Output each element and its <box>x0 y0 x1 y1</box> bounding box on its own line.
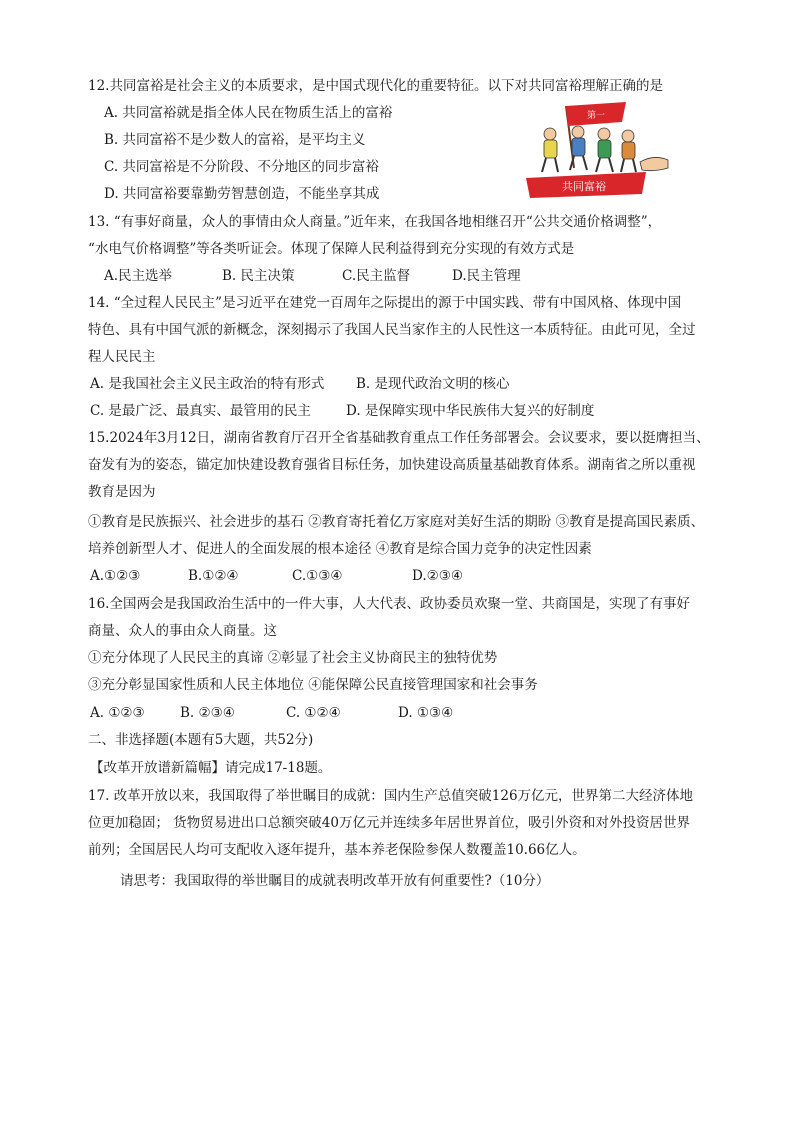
common-prosperity-illustration <box>522 98 672 202</box>
q13-option-c: C.民主监督 <box>342 268 411 284</box>
q17-question: 请思考：我国取得的举世瞩目的成就表明改革开放有何重要性?（10分） <box>120 873 550 889</box>
q13-option-a: A.民主选举 <box>104 268 173 284</box>
q14-option-c: C. 是最广泛、最真实、最管用的民主 <box>90 403 311 419</box>
q14-option-d: D. 是保障实现中华民族伟大复兴的好制度 <box>346 403 595 419</box>
q15-option-d: D.②③④ <box>412 568 463 584</box>
section-2-title: 二、非选择题(本题有5大题，共52分) <box>88 732 314 748</box>
q16-option-c: C. ①②④ <box>286 705 341 721</box>
q15-option-a: A.①②③ <box>90 568 141 584</box>
people-figures <box>542 126 636 172</box>
q13-stem-line-1: 13. “有事好商量，众人的事情由众人商量。”近年来，在我国各地相继召开“公共交通价格调整”， <box>88 214 662 230</box>
q15-option-b: B.①②④ <box>188 568 239 584</box>
flag-text: 第一 <box>586 111 606 121</box>
q12-stem: 12.共同富裕是社会主义的本质要求，是中国式现代化的重要特征。以下对共同富裕理解正确的是 <box>88 78 663 94</box>
q15-statements-line-1: ①教育是民族振兴、社会进步的基石 ②教育寄托着亿万家庭对美好生活的期盼 ③教育是提高国民素质、 <box>88 514 705 530</box>
q16-stem-line-1: 16.全国两会是我国政治生活中的一件大事，人大代表、政协委员欢聚一堂、共商国是，实现了有事好 <box>88 596 690 612</box>
q12-option-a: A. 共同富裕就是指全体人民在物质生活上的富裕 <box>104 105 393 121</box>
q15-stem-line-2: 奋发有为的姿态，锚定加快建设教育强省目标任务，加快建设高质量基础教育体系。湖南省之所以重视 <box>88 457 696 473</box>
q16-option-a: A. ①②③ <box>90 705 145 721</box>
q12-option-c: C. 共同富裕是不分阶段、不分地区的同步富裕 <box>104 159 379 175</box>
section-2-subheading: 【改革开放谱新篇幅】请完成17-18题。 <box>90 760 332 776</box>
q17-stem-line-2: 位更加稳固； 货物贸易进出口总额突破40万亿元并连续多年居世界首位，吸引外资和对外投资居世界 <box>88 815 690 831</box>
q15-option-c: C.①③④ <box>292 568 343 584</box>
q16-option-b: B. ②③④ <box>180 705 235 721</box>
q15-stem-line-1: 15.2024年3月12日，湖南省教育厅召开全省基础教育重点工作任务部署会。会议要求，要以挺膺担当、 <box>88 430 710 446</box>
q13-stem-line-2: “水电气价格调整”等各类听证会。体现了保障人民利益得到充分实现的有效方式是 <box>88 241 575 257</box>
q17-stem-line-3: 前列；全国居民人均可支配收入逐年提升，基本养老保险参保人数覆盖10.66亿人。 <box>88 842 586 858</box>
q12-option-d: D. 共同富裕要靠勤劳智慧创造，不能坐享其成 <box>104 186 380 202</box>
q16-option-d: D. ①③④ <box>398 705 454 721</box>
q14-option-b: B. 是现代政治文明的核心 <box>356 376 510 392</box>
q16-statements-line-2: ③充分彰显国家性质和人民主体地位 ④能保障公民直接管理国家和社会事务 <box>88 677 538 693</box>
q12-option-b: B. 共同富裕不是少数人的富裕，是平均主义 <box>104 132 366 148</box>
q16-stem-line-2: 商量、众人的事由众人商量。这 <box>88 623 277 639</box>
q15-statements-line-2: 培养创新型人才、促进人的全面发展的根本途径 ④教育是综合国力竞争的决定性因素 <box>88 541 592 557</box>
q14-stem-line-1: 14. “全过程人民民主”是习近平在建党一百周年之际提出的源于中国实践、带有中国风格、体现中国 <box>88 295 682 311</box>
pointing-hand-icon <box>640 157 668 170</box>
q15-stem-line-3: 教育是因为 <box>88 484 156 500</box>
q17-stem-line-1: 17. 改革开放以来，我国取得了举世瞩目的成就：国内生产总值突破126万亿元，世界第二大经济体地 <box>88 788 694 804</box>
q14-stem-line-3: 程人民民主 <box>88 349 156 365</box>
banner-text: 共同富裕 <box>562 180 606 193</box>
q13-option-d: D.民主管理 <box>452 268 521 284</box>
q14-option-a: A. 是我国社会主义民主政治的特有形式 <box>90 376 325 392</box>
q13-option-b: B. 民主决策 <box>222 268 295 284</box>
q14-stem-line-2: 特色、具有中国气派的新概念，深刻揭示了我国人民当家作主的人民性这一本质特征。由此可见，全过 <box>88 322 696 338</box>
q16-statements-line-1: ①充分体现了人民民主的真谛 ②彰显了社会主义协商民主的独特优势 <box>88 650 498 666</box>
